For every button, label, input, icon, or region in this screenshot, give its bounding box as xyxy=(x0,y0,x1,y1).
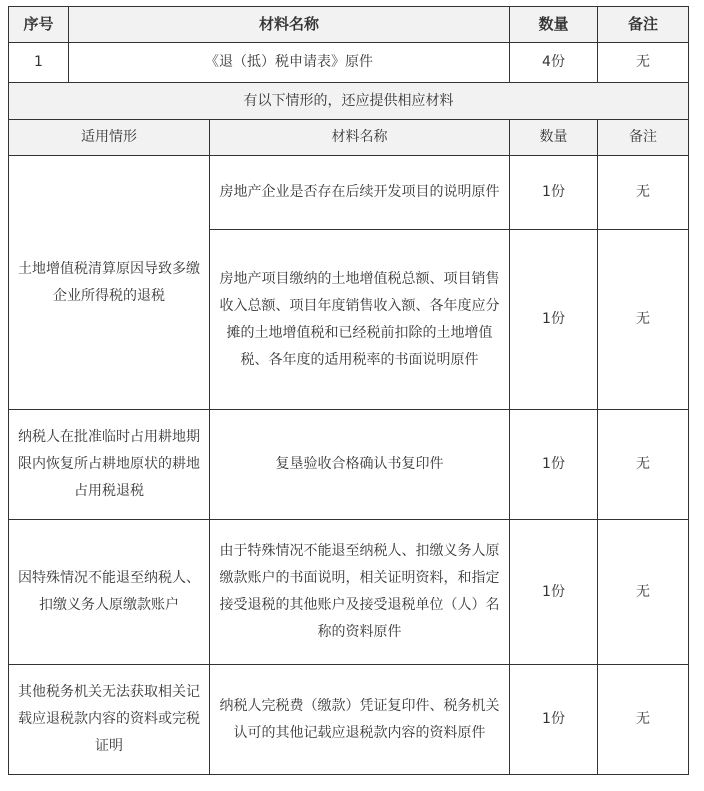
case-material-name: 房地产项目缴纳的土地增值税总额、项目销售收入总额、项目年度销售收入额、各年度应分摊的土地增值税和已经税前扣除的土地增值税、各年度的适用税率的书面说明原件 xyxy=(210,230,510,410)
case-situation: 其他税务机关无法获取相关记载应退税款内容的资料或完税证明 xyxy=(9,665,210,775)
table-header-row xyxy=(9,7,689,43)
subheader-quantity: 数量 xyxy=(510,120,598,156)
case-material-name: 由于特殊情况不能退至纳税人、扣缴义务人原缴款账户的书面说明，相关证明资料，和指定接受退税的其他账户及接受退税单位（人）名称的资料原件 xyxy=(210,520,510,665)
row-remark: 无 xyxy=(598,43,689,83)
table-row xyxy=(9,520,689,665)
table-row xyxy=(9,43,689,83)
case-material-name: 纳税人完税费（缴款）凭证复印件、税务机关认可的其他记载应退税款内容的资料原件 xyxy=(210,665,510,775)
table-row xyxy=(9,156,689,230)
case-quantity: 1份 xyxy=(510,520,598,665)
case-quantity: 1份 xyxy=(510,665,598,775)
case-remark: 无 xyxy=(598,520,689,665)
row-quantity: 4份 xyxy=(510,43,598,83)
case-material-name: 复垦验收合格确认书复印件 xyxy=(210,410,510,520)
case-quantity: 1份 xyxy=(510,230,598,410)
subheader-material-name: 材料名称 xyxy=(210,120,510,156)
subheader-remark: 备注 xyxy=(598,120,689,156)
header-material-name: 材料名称 xyxy=(69,7,510,43)
row-seq: 1 xyxy=(9,43,69,83)
table-subheader-row xyxy=(9,120,689,156)
subheader-situation: 适用情形 xyxy=(9,120,210,156)
case-situation: 纳税人在批准临时占用耕地期限内恢复所占耕地原状的耕地占用税退税 xyxy=(9,410,210,520)
case-remark: 无 xyxy=(598,665,689,775)
note-text: 有以下情形的，还应提供相应材料 xyxy=(9,83,689,120)
materials-table xyxy=(8,6,689,775)
header-seq: 序号 xyxy=(9,7,69,43)
case-material-name: 房地产企业是否存在后续开发项目的说明原件 xyxy=(210,156,510,230)
row-material-name: 《退（抵）税申请表》原件 xyxy=(69,43,510,83)
case-quantity: 1份 xyxy=(510,156,598,230)
case-remark: 无 xyxy=(598,410,689,520)
table-note-row xyxy=(9,83,689,120)
case-quantity: 1份 xyxy=(510,410,598,520)
case-remark: 无 xyxy=(598,230,689,410)
table-row xyxy=(9,410,689,520)
case-situation: 因特殊情况不能退至纳税人、扣缴义务人原缴款账户 xyxy=(9,520,210,665)
case-remark: 无 xyxy=(598,156,689,230)
header-quantity: 数量 xyxy=(510,7,598,43)
case-situation: 土地增值税清算原因导致多缴企业所得税的退税 xyxy=(9,156,210,410)
table-row xyxy=(9,665,689,775)
header-remark: 备注 xyxy=(598,7,689,43)
